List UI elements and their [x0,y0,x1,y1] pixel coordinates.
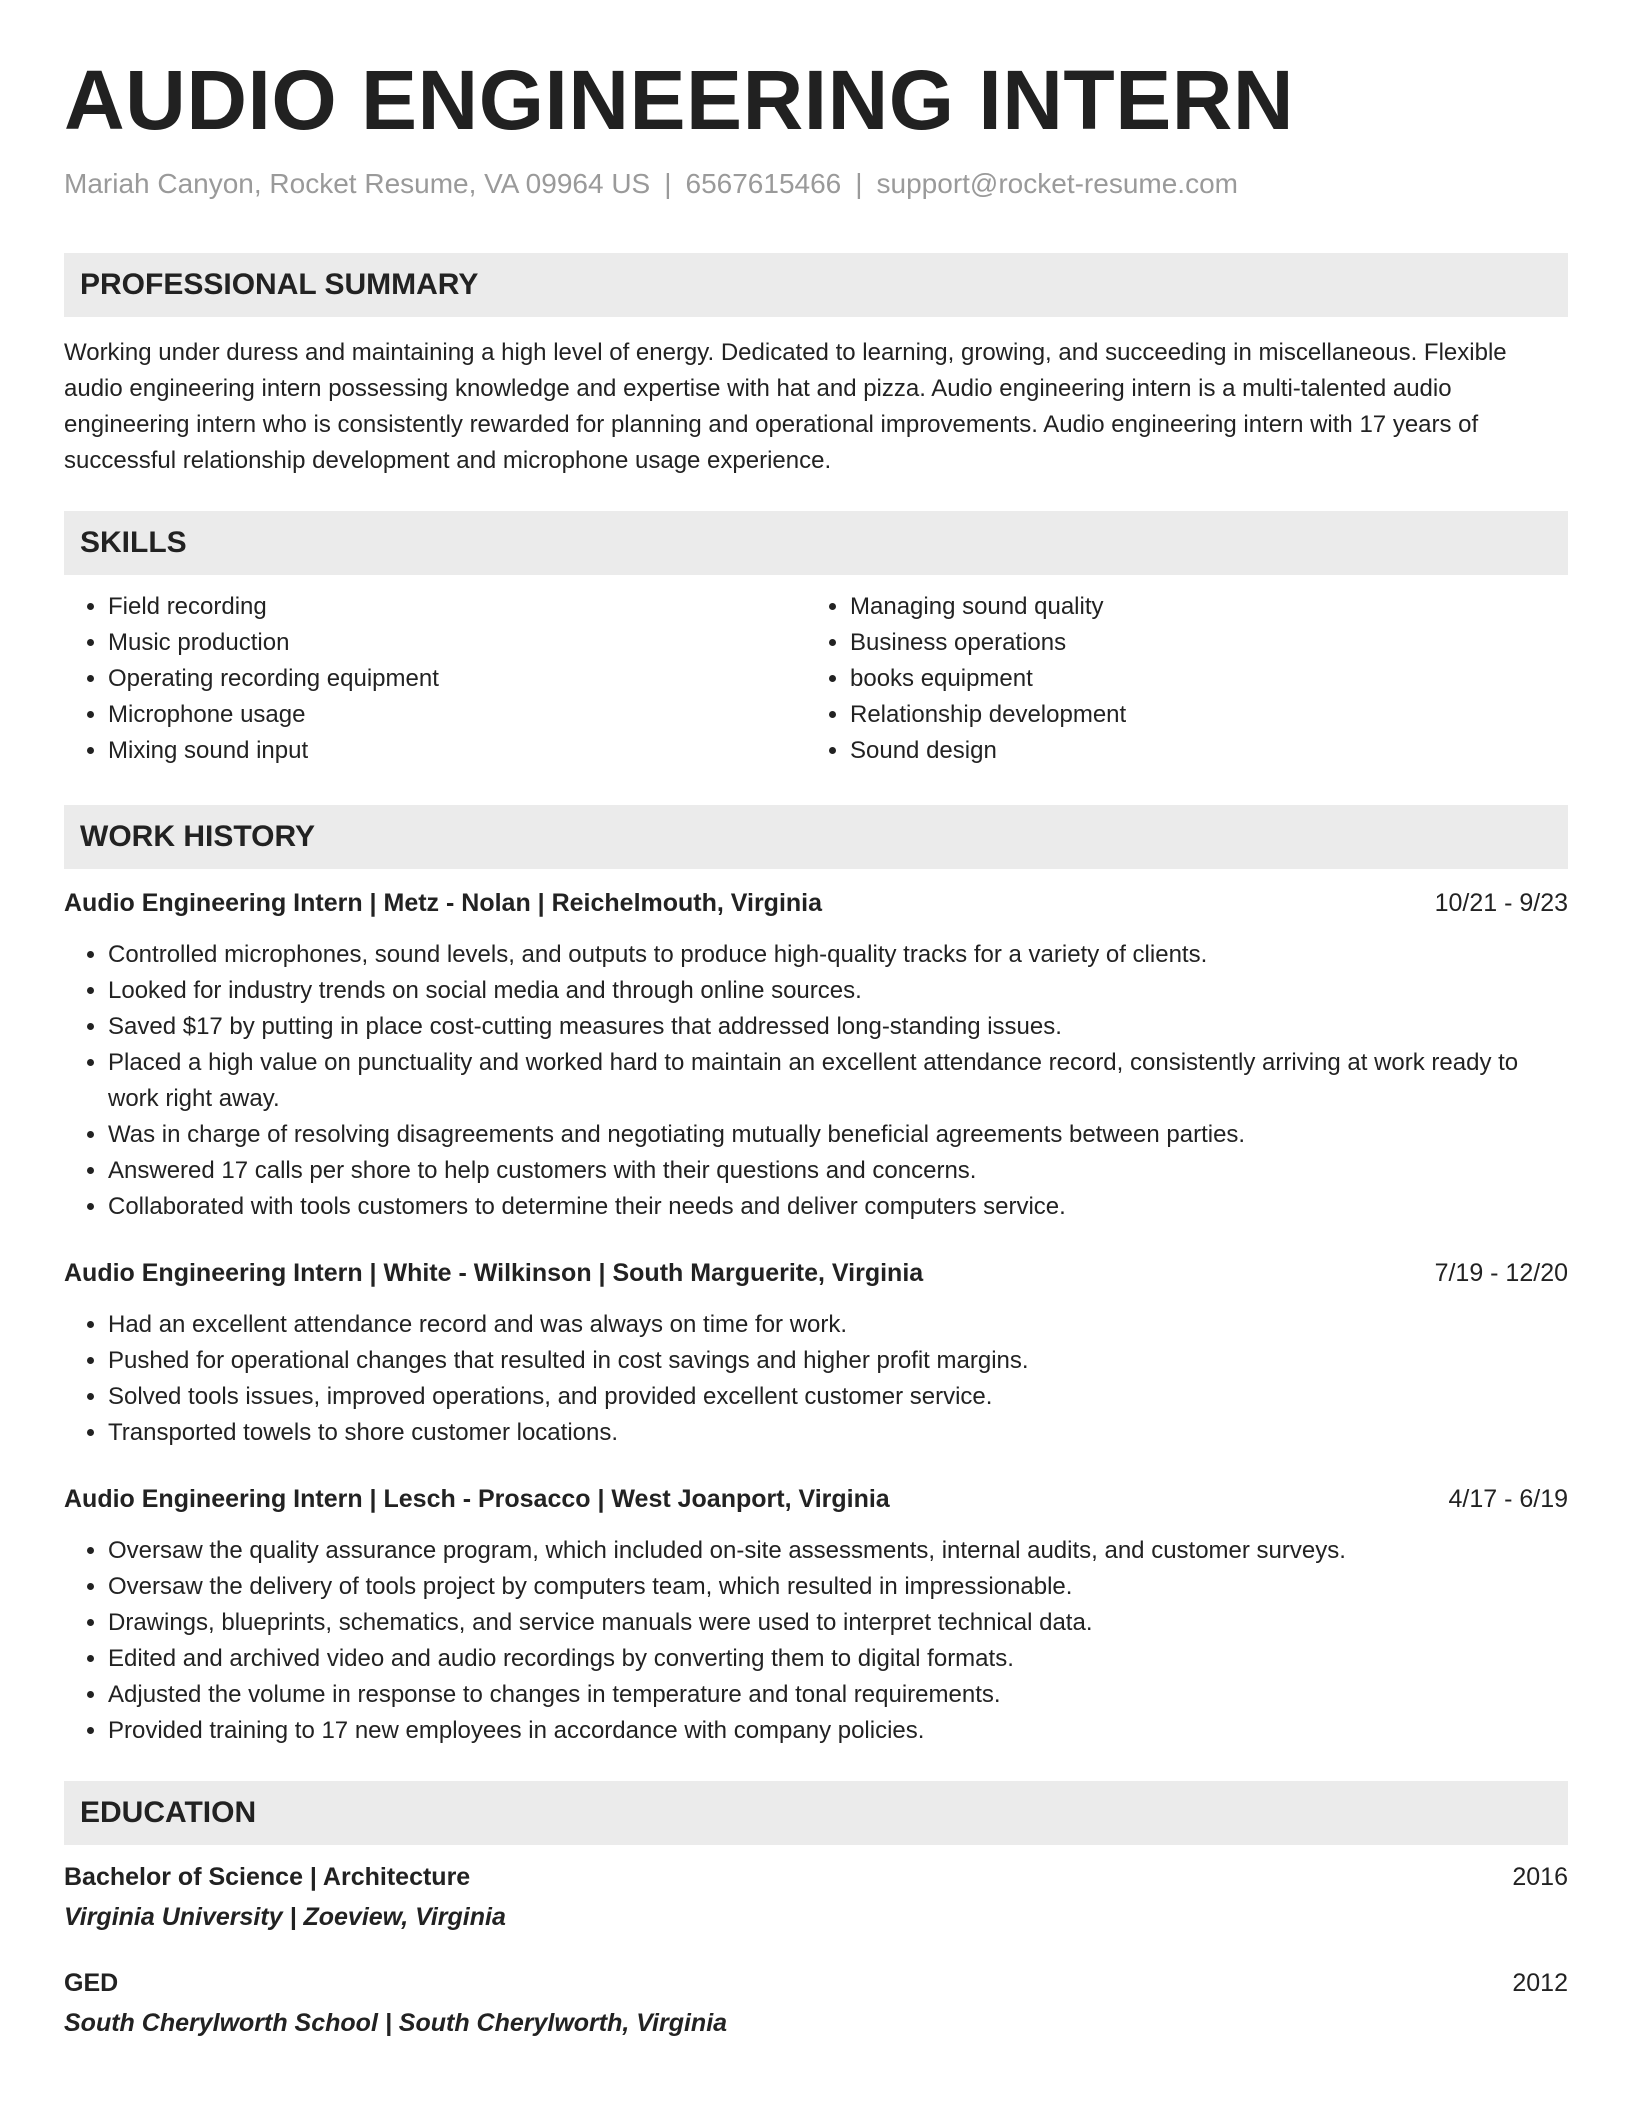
education-degree: GED [64,1969,119,1997]
job-bullet: • Transported towels to shore customer locations. [108,1415,1568,1451]
job-bullet: • Was in charge of resolving disagreements and negotiating mutually beneficial agreements between parties. [108,1117,1568,1153]
job-bullet: • Placed a high value on punctuality and worked hard to maintain an excellent attendance record, consistently arriving at work ready to work right away. [108,1045,1568,1117]
job-dates: 10/21 - 9/23 [1434,889,1568,917]
job-entry [64,1255,1568,1451]
education-degree: Bachelor of Science | Architecture [64,1863,471,1891]
skills-column-right [806,589,1548,769]
job-bullet: • Had an excellent attendance record and was always on time for work. [108,1307,1568,1343]
education-year: 2016 [1512,1863,1568,1891]
job-dates: 7/19 - 12/20 [1434,1259,1568,1287]
section-header-summary: PROFESSIONAL SUMMARY [64,253,1568,317]
job-bullet: • Oversaw the delivery of tools project by computers team, which resulted in impressionable. [108,1569,1568,1605]
job-bullet: • Pushed for operational changes that resulted in cost savings and higher profit margins. [108,1343,1568,1379]
job-bullet: • Edited and archived video and audio recordings by converting them to digital formats. [108,1641,1568,1677]
education-school: South Cherylworth School | South Cherylworth, Virginia [64,2009,728,2037]
skill-item: • Business operations [850,625,1548,661]
contact-line [64,168,1568,200]
contact-separator: | [855,168,863,199]
skill-item: • Sound design [850,733,1548,769]
section-header-education: EDUCATION [64,1781,1568,1845]
skill-item: • Operating recording equipment [108,661,806,697]
contact-email: support@rocket-resume.com [876,168,1238,199]
education-year: 2012 [1512,1969,1568,1997]
education-header [64,1965,1568,2001]
job-bullet: • Collaborated with tools customers to determine their needs and deliver computers service. [108,1189,1568,1225]
section-header-work-history: WORK HISTORY [64,805,1568,869]
job-header [64,885,1568,921]
page-title: AUDIO ENGINEERING INTERN [64,53,1295,147]
skill-item: • Managing sound quality [850,589,1548,625]
job-header [64,1255,1568,1291]
job-bullet: • Provided training to 17 new employees in accordance with company policies. [108,1713,1568,1749]
contact-separator: | [664,168,672,199]
job-bullets [64,1307,1568,1451]
contact-address: Mariah Canyon, Rocket Resume, VA 09964 US [64,168,651,199]
skill-item: • Relationship development [850,697,1548,733]
section-header-skills: SKILLS [64,511,1568,575]
summary-text: Working under duress and maintaining a high level of energy. Dedicated to learning, growing, and succeeding in miscellaneous. Flexible audio engineering intern possessing knowledge and expertise with hat and pizza. Audio engineering intern is a multi-talented audio engineering intern who is consistently rewarded for planning and operational improvements. Audio engineering intern with 17 years of successful relationship development and microphone usage experience. [64,339,1507,474]
job-heading: Audio Engineering Intern | White - Wilkinson | South Marguerite, Virginia [64,1259,924,1287]
job-bullet: • Looked for industry trends on social media and through online sources. [108,973,1568,1009]
job-bullet: • Oversaw the quality assurance program, which included on-site assessments, internal audits, and customer surveys. [108,1533,1568,1569]
job-bullets [64,937,1568,1225]
job-header [64,1481,1568,1517]
job-heading: Audio Engineering Intern | Metz - Nolan | Reichelmouth, Virginia [64,889,823,917]
skills-list [64,589,1568,769]
education-entry [64,1859,1568,1935]
skill-item: • Mixing sound input [108,733,806,769]
skill-item: • Microphone usage [108,697,806,733]
job-entry [64,885,1568,1225]
skill-item: • books equipment [850,661,1548,697]
education-school: Virginia University | Zoeview, Virginia [64,1903,506,1931]
education-header [64,1859,1568,1895]
job-bullets [64,1533,1568,1749]
contact-phone: 6567615466 [685,168,842,199]
skill-item: • Field recording [108,589,806,625]
job-bullet: • Answered 17 calls per shore to help customers with their questions and concerns. [108,1153,1568,1189]
job-bullet: • Solved tools issues, improved operations, and provided excellent customer service. [108,1379,1568,1415]
job-heading: Audio Engineering Intern | Lesch - Prosacco | West Joanport, Virginia [64,1485,890,1513]
job-dates: 4/17 - 6/19 [1448,1485,1568,1513]
job-bullet: • Adjusted the volume in response to changes in temperature and tonal requirements. [108,1677,1568,1713]
education-entry [64,1965,1568,2041]
job-bullet: • Drawings, blueprints, schematics, and service manuals were used to interpret technical data. [108,1605,1568,1641]
skill-item: • Music production [108,625,806,661]
job-bullet: • Controlled microphones, sound levels, and outputs to produce high-quality tracks for a variety of clients. [108,937,1568,973]
job-bullet: • Saved $17 by putting in place cost-cutting measures that addressed long-standing issues. [108,1009,1568,1045]
resume-page [64,0,1568,2041]
job-entry [64,1481,1568,1749]
skills-column-left [64,589,806,769]
